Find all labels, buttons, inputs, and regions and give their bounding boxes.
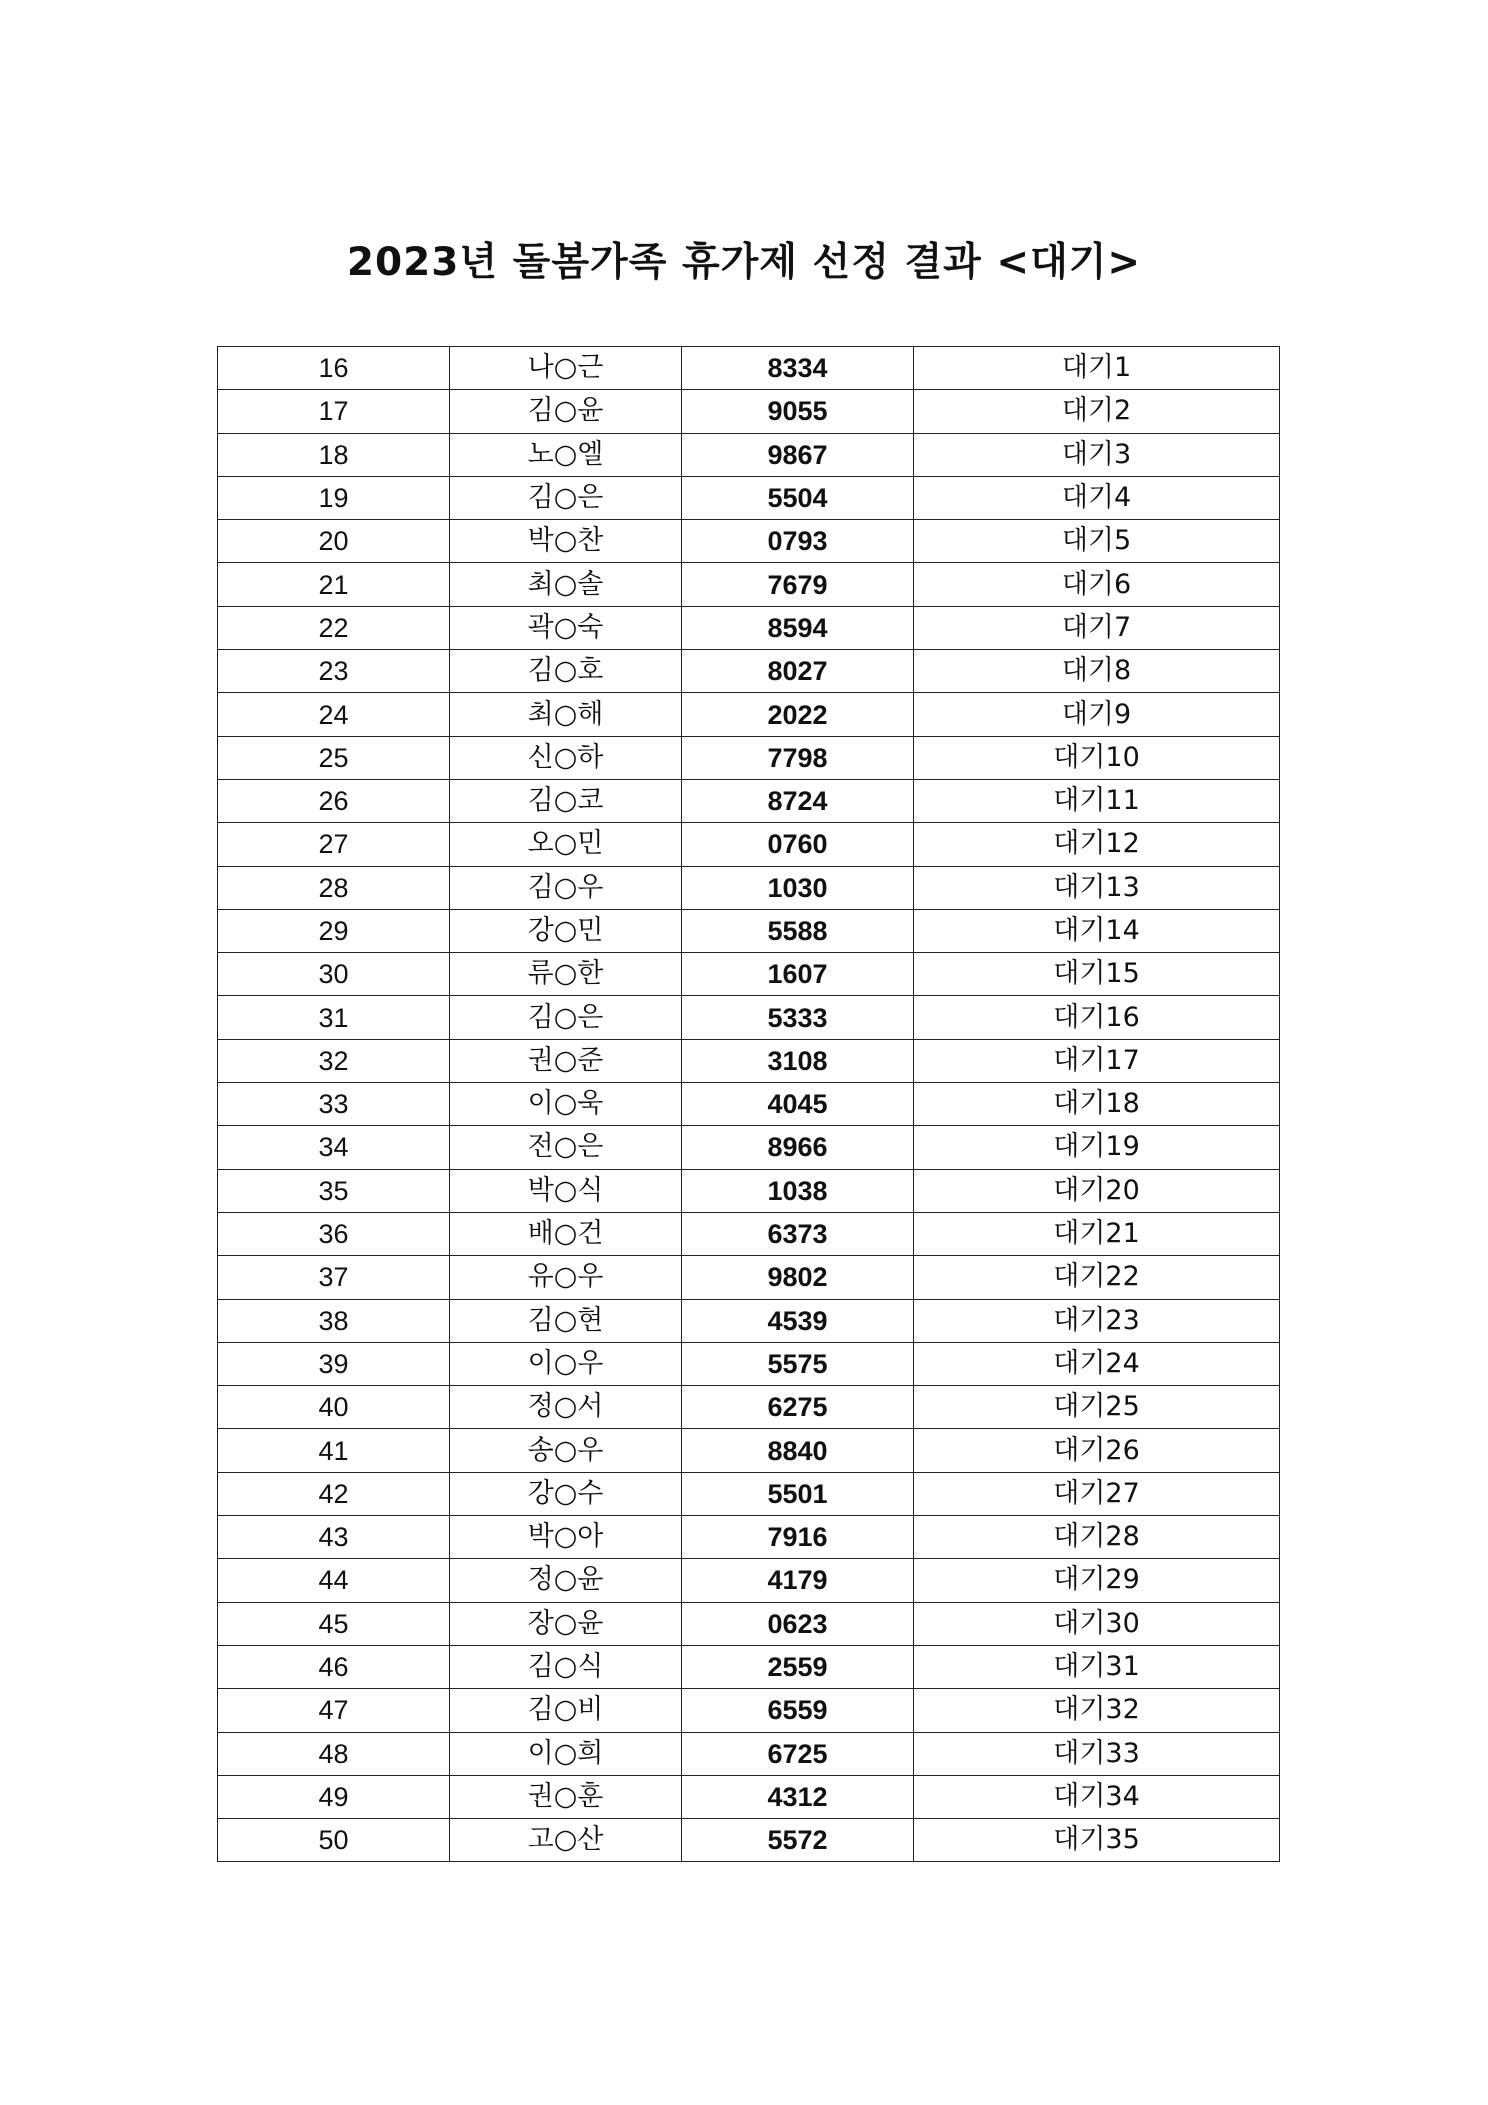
row-number-cell: 24 xyxy=(218,693,450,736)
applicant-code-cell: 5575 xyxy=(682,1342,914,1385)
applicant-code-cell: 8334 xyxy=(682,347,914,390)
table-row xyxy=(218,1342,1280,1385)
row-number-cell: 47 xyxy=(218,1689,450,1732)
waitlist-status-cell: 대기35 xyxy=(914,1819,1280,1862)
applicant-code-cell: 6373 xyxy=(682,1212,914,1255)
row-number-cell: 37 xyxy=(218,1256,450,1299)
waitlist-status-cell: 대기19 xyxy=(914,1126,1280,1169)
table-row xyxy=(218,909,1280,952)
table-row xyxy=(218,1819,1280,1862)
waitlist-status-cell: 대기14 xyxy=(914,909,1280,952)
waitlist-status-cell: 대기33 xyxy=(914,1732,1280,1775)
row-number-cell: 20 xyxy=(218,520,450,563)
table-row xyxy=(218,866,1280,909)
applicant-name-cell: 최○솔 xyxy=(450,563,682,606)
applicant-code-cell: 4539 xyxy=(682,1299,914,1342)
waitlist-status-cell: 대기21 xyxy=(914,1212,1280,1255)
row-number-cell: 16 xyxy=(218,347,450,390)
applicant-code-cell: 8966 xyxy=(682,1126,914,1169)
waitlist-status-cell: 대기30 xyxy=(914,1602,1280,1645)
table-row xyxy=(218,736,1280,779)
waitlist-status-cell: 대기17 xyxy=(914,1039,1280,1082)
applicant-code-cell: 5504 xyxy=(682,476,914,519)
waitlist-status-cell: 대기11 xyxy=(914,779,1280,822)
applicant-name-cell: 이○희 xyxy=(450,1732,682,1775)
applicant-code-cell: 2559 xyxy=(682,1645,914,1688)
row-number-cell: 44 xyxy=(218,1559,450,1602)
applicant-name-cell: 김○코 xyxy=(450,779,682,822)
applicant-code-cell: 7798 xyxy=(682,736,914,779)
applicant-name-cell: 권○준 xyxy=(450,1039,682,1082)
applicant-code-cell: 4179 xyxy=(682,1559,914,1602)
row-number-cell: 42 xyxy=(218,1472,450,1515)
table-row xyxy=(218,693,1280,736)
applicant-code-cell: 8594 xyxy=(682,606,914,649)
row-number-cell: 26 xyxy=(218,779,450,822)
table-row xyxy=(218,1689,1280,1732)
waitlist-status-cell: 대기31 xyxy=(914,1645,1280,1688)
row-number-cell: 46 xyxy=(218,1645,450,1688)
applicant-name-cell: 정○윤 xyxy=(450,1559,682,1602)
applicant-code-cell: 1607 xyxy=(682,953,914,996)
row-number-cell: 28 xyxy=(218,866,450,909)
waitlist-status-cell: 대기13 xyxy=(914,866,1280,909)
row-number-cell: 27 xyxy=(218,823,450,866)
applicant-name-cell: 강○민 xyxy=(450,909,682,952)
applicant-code-cell: 9055 xyxy=(682,390,914,433)
applicant-name-cell: 오○민 xyxy=(450,823,682,866)
waitlist-status-cell: 대기34 xyxy=(914,1775,1280,1818)
applicant-code-cell: 7916 xyxy=(682,1516,914,1559)
applicant-code-cell: 1038 xyxy=(682,1169,914,1212)
applicant-code-cell: 9802 xyxy=(682,1256,914,1299)
table-row xyxy=(218,1212,1280,1255)
table-row xyxy=(218,1126,1280,1169)
waitlist-status-cell: 대기27 xyxy=(914,1472,1280,1515)
page-title: 2023년 돌봄가족 휴가제 선정 결과 <대기> xyxy=(346,240,1142,285)
waitlist-status-cell: 대기25 xyxy=(914,1386,1280,1429)
row-number-cell: 18 xyxy=(218,433,450,476)
waitlist-status-cell: 대기12 xyxy=(914,823,1280,866)
table-row xyxy=(218,1732,1280,1775)
row-number-cell: 41 xyxy=(218,1429,450,1472)
row-number-cell: 17 xyxy=(218,390,450,433)
applicant-name-cell: 송○우 xyxy=(450,1429,682,1472)
applicant-code-cell: 6559 xyxy=(682,1689,914,1732)
row-number-cell: 21 xyxy=(218,563,450,606)
applicant-name-cell: 김○식 xyxy=(450,1645,682,1688)
row-number-cell: 22 xyxy=(218,606,450,649)
table-row xyxy=(218,563,1280,606)
applicant-name-cell: 나○근 xyxy=(450,347,682,390)
table-row xyxy=(218,433,1280,476)
row-number-cell: 45 xyxy=(218,1602,450,1645)
applicant-code-cell: 4045 xyxy=(682,1083,914,1126)
table-row xyxy=(218,1516,1280,1559)
table-row xyxy=(218,650,1280,693)
waitlist-status-cell: 대기28 xyxy=(914,1516,1280,1559)
applicant-code-cell: 5588 xyxy=(682,909,914,952)
applicant-code-cell: 3108 xyxy=(682,1039,914,1082)
table-row xyxy=(218,1559,1280,1602)
table-row xyxy=(218,823,1280,866)
row-number-cell: 19 xyxy=(218,476,450,519)
applicant-code-cell: 5572 xyxy=(682,1819,914,1862)
applicant-code-cell: 6275 xyxy=(682,1386,914,1429)
row-number-cell: 38 xyxy=(218,1299,450,1342)
row-number-cell: 30 xyxy=(218,953,450,996)
row-number-cell: 34 xyxy=(218,1126,450,1169)
applicant-code-cell: 8724 xyxy=(682,779,914,822)
applicant-name-cell: 박○찬 xyxy=(450,520,682,563)
waitlist-status-cell: 대기22 xyxy=(914,1256,1280,1299)
waitlist-status-cell: 대기9 xyxy=(914,693,1280,736)
applicant-name-cell: 강○수 xyxy=(450,1472,682,1515)
table-row xyxy=(218,1256,1280,1299)
applicant-name-cell: 권○훈 xyxy=(450,1775,682,1818)
row-number-cell: 25 xyxy=(218,736,450,779)
table-row xyxy=(218,476,1280,519)
row-number-cell: 29 xyxy=(218,909,450,952)
waitlist-status-cell: 대기7 xyxy=(914,606,1280,649)
waitlist-status-cell: 대기5 xyxy=(914,520,1280,563)
applicant-name-cell: 김○윤 xyxy=(450,390,682,433)
applicant-name-cell: 김○은 xyxy=(450,476,682,519)
applicant-name-cell: 류○한 xyxy=(450,953,682,996)
applicant-name-cell: 김○비 xyxy=(450,1689,682,1732)
applicant-code-cell: 6725 xyxy=(682,1732,914,1775)
waitlist-table xyxy=(217,346,1280,1862)
row-number-cell: 40 xyxy=(218,1386,450,1429)
waitlist-status-cell: 대기6 xyxy=(914,563,1280,606)
table-row xyxy=(218,1169,1280,1212)
applicant-code-cell: 8840 xyxy=(682,1429,914,1472)
applicant-name-cell: 정○서 xyxy=(450,1386,682,1429)
applicant-name-cell: 이○욱 xyxy=(450,1083,682,1126)
applicant-name-cell: 곽○숙 xyxy=(450,606,682,649)
applicant-name-cell: 박○아 xyxy=(450,1516,682,1559)
table-row xyxy=(218,1083,1280,1126)
applicant-name-cell: 유○우 xyxy=(450,1256,682,1299)
table-row xyxy=(218,1039,1280,1082)
applicant-code-cell: 0760 xyxy=(682,823,914,866)
row-number-cell: 33 xyxy=(218,1083,450,1126)
table-row xyxy=(218,1602,1280,1645)
applicant-code-cell: 9867 xyxy=(682,433,914,476)
applicant-code-cell: 7679 xyxy=(682,563,914,606)
waitlist-status-cell: 대기32 xyxy=(914,1689,1280,1732)
row-number-cell: 31 xyxy=(218,996,450,1039)
waitlist-status-cell: 대기18 xyxy=(914,1083,1280,1126)
table-row xyxy=(218,520,1280,563)
applicant-code-cell: 0623 xyxy=(682,1602,914,1645)
applicant-name-cell: 최○해 xyxy=(450,693,682,736)
row-number-cell: 35 xyxy=(218,1169,450,1212)
applicant-name-cell: 김○우 xyxy=(450,866,682,909)
waitlist-status-cell: 대기26 xyxy=(914,1429,1280,1472)
waitlist-status-cell: 대기15 xyxy=(914,953,1280,996)
table-row xyxy=(218,347,1280,390)
applicant-name-cell: 신○하 xyxy=(450,736,682,779)
waitlist-status-cell: 대기23 xyxy=(914,1299,1280,1342)
table-row xyxy=(218,1645,1280,1688)
table-row xyxy=(218,779,1280,822)
table-row xyxy=(218,953,1280,996)
applicant-name-cell: 박○식 xyxy=(450,1169,682,1212)
waitlist-status-cell: 대기1 xyxy=(914,347,1280,390)
applicant-name-cell: 고○산 xyxy=(450,1819,682,1862)
applicant-name-cell: 노○엘 xyxy=(450,433,682,476)
applicant-name-cell: 김○호 xyxy=(450,650,682,693)
waitlist-status-cell: 대기20 xyxy=(914,1169,1280,1212)
table-row xyxy=(218,1386,1280,1429)
applicant-code-cell: 2022 xyxy=(682,693,914,736)
waitlist-status-cell: 대기16 xyxy=(914,996,1280,1039)
table-row xyxy=(218,390,1280,433)
applicant-name-cell: 김○현 xyxy=(450,1299,682,1342)
waitlist-status-cell: 대기10 xyxy=(914,736,1280,779)
row-number-cell: 39 xyxy=(218,1342,450,1385)
row-number-cell: 32 xyxy=(218,1039,450,1082)
waitlist-table-body xyxy=(218,347,1280,1862)
row-number-cell: 36 xyxy=(218,1212,450,1255)
waitlist-status-cell: 대기8 xyxy=(914,650,1280,693)
table-row xyxy=(218,1299,1280,1342)
applicant-name-cell: 전○은 xyxy=(450,1126,682,1169)
table-row xyxy=(218,1429,1280,1472)
applicant-name-cell: 김○은 xyxy=(450,996,682,1039)
table-row xyxy=(218,1472,1280,1515)
waitlist-status-cell: 대기3 xyxy=(914,433,1280,476)
applicant-code-cell: 0793 xyxy=(682,520,914,563)
applicant-name-cell: 이○우 xyxy=(450,1342,682,1385)
table-row xyxy=(218,996,1280,1039)
waitlist-status-cell: 대기2 xyxy=(914,390,1280,433)
applicant-code-cell: 8027 xyxy=(682,650,914,693)
applicant-code-cell: 4312 xyxy=(682,1775,914,1818)
row-number-cell: 50 xyxy=(218,1819,450,1862)
row-number-cell: 48 xyxy=(218,1732,450,1775)
waitlist-status-cell: 대기24 xyxy=(914,1342,1280,1385)
applicant-code-cell: 5333 xyxy=(682,996,914,1039)
applicant-name-cell: 배○건 xyxy=(450,1212,682,1255)
applicant-code-cell: 5501 xyxy=(682,1472,914,1515)
waitlist-status-cell: 대기4 xyxy=(914,476,1280,519)
applicant-code-cell: 1030 xyxy=(682,866,914,909)
table-row xyxy=(218,1775,1280,1818)
row-number-cell: 43 xyxy=(218,1516,450,1559)
table-row xyxy=(218,606,1280,649)
waitlist-status-cell: 대기29 xyxy=(914,1559,1280,1602)
row-number-cell: 49 xyxy=(218,1775,450,1818)
row-number-cell: 23 xyxy=(218,650,450,693)
applicant-name-cell: 장○윤 xyxy=(450,1602,682,1645)
